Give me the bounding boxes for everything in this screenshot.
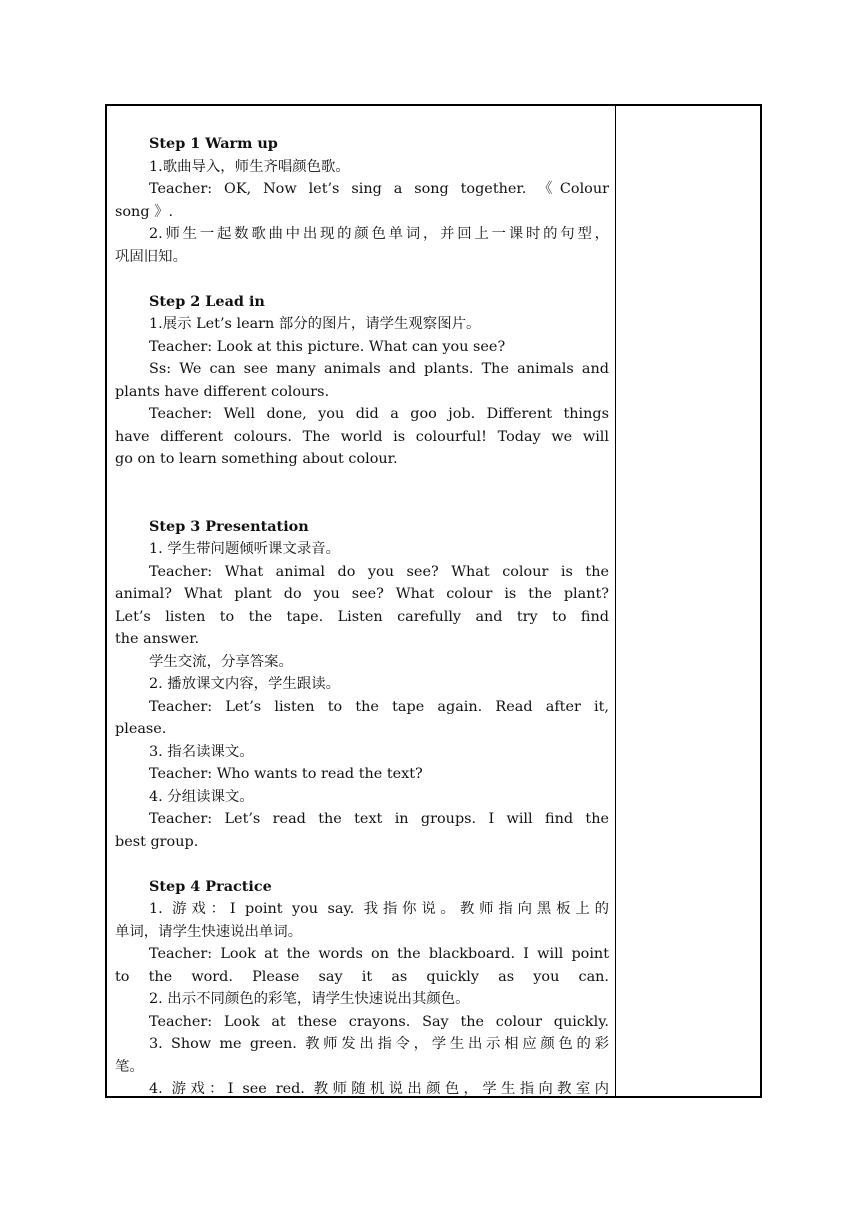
step3-line: Teacher: Let’s read the text in groups. I will find the xyxy=(149,811,609,827)
step3-line: Let’s listen to the tape. Listen carefully and try to find xyxy=(115,608,609,625)
step2-line: Teacher: Look at this picture. What can you see? xyxy=(149,338,506,355)
step4-line: 1. 游戏：I point you say. 我指你说。教师指向黑板上的 xyxy=(149,901,609,917)
step3-line: 1. 学生带问题倾听课文录音。 xyxy=(149,541,340,557)
spacer xyxy=(115,268,609,291)
step4-line: 4. 游戏：I see red. 教师随机说出颜色，学生指向教室内 xyxy=(149,1081,609,1097)
spacer xyxy=(115,853,609,876)
step4-line: 笔。 xyxy=(115,1058,144,1075)
step3-line: animal? What plant do you see? What colour is the plant? xyxy=(115,586,609,602)
step4-line: 单词，请学生快速说出单词。 xyxy=(115,923,303,940)
step2-line: go on to learn something about colour. xyxy=(115,451,398,467)
step3-line: Teacher: What animal do you see? What colour is the xyxy=(149,563,609,580)
step1-line: 1.歌曲导入，师生齐唱颜色歌。 xyxy=(149,158,350,175)
step3-line: best group. xyxy=(115,833,199,850)
step3-line: 学生交流，分享答案。 xyxy=(149,653,293,670)
step4-line: Teacher: Look at the words on the blackboard. I will point xyxy=(149,946,609,962)
spacer xyxy=(115,471,609,516)
step4-heading: Step 4 Practice xyxy=(149,877,272,895)
lesson-plan-table xyxy=(105,104,762,1098)
column-divider xyxy=(615,106,616,1096)
step3-line: Teacher: Let’s listen to the tape again. Read after it, xyxy=(149,698,609,715)
step4-line: 3. Show me green. 教师发出指令，学生出示相应颜色的彩 xyxy=(149,1036,609,1052)
step2-line: plants have different colours. xyxy=(115,383,330,400)
step3-line: Teacher: Who wants to read the text? xyxy=(149,766,423,782)
step3-line: 4. 分组读课文。 xyxy=(149,788,254,805)
step1-line: Teacher: OK, Now let’s sing a song together. 《Colour xyxy=(149,181,609,197)
step2-line: Teacher: Well done, you did a goo job. Different things xyxy=(149,406,609,422)
step4-line: to the word. Please say it as quickly as you can. xyxy=(115,968,609,985)
step3-heading: Step 3 Presentation xyxy=(149,517,309,535)
step3-line: 3. 指名读课文。 xyxy=(149,743,254,760)
step2-line: have different colours. The world is colourful! Today we will xyxy=(115,428,609,445)
step1-line: 2.师生一起数歌曲中出现的颜色单词，并回上一课时的句型， xyxy=(149,226,609,242)
step2-line: 1.展示 Let’s learn 部分的图片，请学生观察图片。 xyxy=(149,316,481,332)
step3-line: 2. 播放课文内容，学生跟读。 xyxy=(149,676,340,692)
step4-line: Teacher: Look at these crayons. Say the colour quickly. xyxy=(149,1013,609,1030)
step1-line: 巩固旧知。 xyxy=(115,248,187,265)
step1-heading: Step 1 Warm up xyxy=(149,135,278,152)
step2-heading: Step 2 Lead in xyxy=(149,292,265,310)
content-cell xyxy=(115,133,609,1101)
step1-line: song 》. xyxy=(115,203,174,220)
step3-line: please. xyxy=(115,721,167,737)
step4-line: 2. 出示不同颜色的彩笔，请学生快速说出其颜色。 xyxy=(149,991,470,1007)
step2-line: Ss: We can see many animals and plants. The animals and xyxy=(149,361,609,377)
step3-line: the answer. xyxy=(115,631,200,647)
